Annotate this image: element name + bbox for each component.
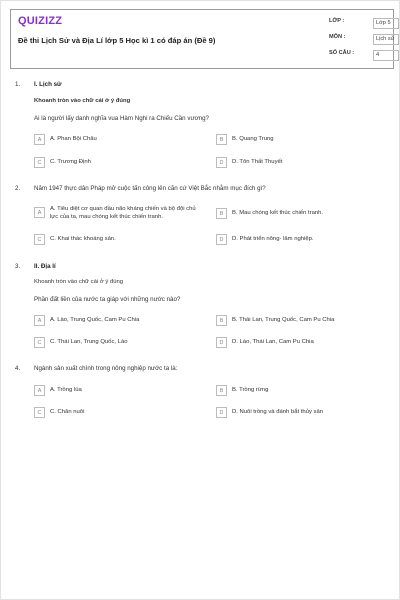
meta-count-label: SỐ CÂU : — [329, 50, 355, 56]
option-d[interactable] — [216, 234, 366, 245]
section-title: I. Lịch sử — [34, 81, 62, 88]
document-title: Đề thi Lịch Sử và Địa Lí lớp 5 Học kì 1 có đáp án (Đề 9) — [18, 36, 216, 45]
section-title: II. Địa lí — [34, 263, 56, 270]
meta-class-label: LỚP : — [329, 18, 345, 24]
option-a[interactable] — [34, 315, 204, 326]
option-text: C. Khai thác khoáng sản. — [50, 236, 116, 242]
option-letter-box: C — [34, 407, 45, 418]
option-a[interactable] — [34, 204, 204, 221]
option-text: D. Lào, Thái Lan, Cam Pu Chia — [232, 339, 314, 345]
option-c[interactable] — [34, 407, 204, 418]
option-text: C. Trương Định — [50, 159, 91, 165]
option-letter-box: C — [34, 157, 45, 168]
section-instruction: Khoanh tròn vào chữ cái ở ý đúng — [34, 98, 131, 104]
option-d[interactable] — [216, 157, 366, 168]
option-text: A. Phan Bội Châu — [50, 136, 97, 142]
option-b[interactable] — [216, 208, 366, 219]
option-a[interactable] — [34, 385, 204, 396]
option-c[interactable] — [34, 234, 204, 245]
meta-count-value: 4 — [373, 50, 399, 61]
meta-subject-value: Lịch sử — [373, 34, 399, 45]
meta-class-value: Lớp 5 — [373, 18, 399, 29]
option-text: B. Thái Lan, Trung Quốc, Cam Pu Chia — [232, 317, 335, 323]
quizizz-logo: QUIZIZZ — [18, 15, 63, 27]
question-text: Phần đất liền của nước ta giáp với những nước nào? — [34, 296, 181, 303]
option-b[interactable] — [216, 385, 366, 396]
option-text: C. Thái Lan, Trung Quốc, Lào — [50, 339, 128, 345]
option-letter-box: A — [34, 315, 45, 326]
option-text: B. Quang Trung — [232, 136, 274, 142]
question-text: Ai là người lấy danh nghĩa vua Hàm Nghi ra Chiếu Cần vương? — [34, 115, 209, 122]
option-letter-box: D — [216, 337, 227, 348]
option-b[interactable] — [216, 134, 366, 145]
option-b[interactable] — [216, 315, 366, 326]
option-text: D. Nuôi trồng và đánh bắt thủy sản — [232, 409, 324, 415]
option-c[interactable] — [34, 157, 204, 168]
option-letter-box: A — [34, 385, 45, 396]
option-d[interactable] — [216, 337, 366, 348]
option-letter-box: C — [34, 234, 45, 245]
option-letter-box: B — [216, 315, 227, 326]
option-text: A. Trồng lúa — [50, 387, 82, 393]
option-letter-box: C — [34, 337, 45, 348]
question-number: 3. — [15, 263, 21, 270]
option-a[interactable] — [34, 134, 204, 145]
worksheet-header — [10, 9, 394, 69]
option-text: B. Trồng rừng — [232, 387, 269, 393]
question-text: Năm 1947 thực dân Pháp mở cuộc tấn công lên căn cứ Việt Bắc nhằm mục đích gì? — [34, 185, 266, 192]
option-letter-box: D — [216, 234, 227, 245]
question-number: 4. — [15, 365, 21, 372]
option-letter-box: D — [216, 157, 227, 168]
question-number: 2. — [15, 185, 21, 192]
option-letter-box: A — [34, 134, 45, 145]
question-number: 1. — [15, 81, 21, 88]
option-letter-box: D — [216, 407, 227, 418]
question-text: Ngành sản xuất chính trong nông nghiệp nước ta là: — [34, 365, 178, 372]
option-letter-box: A — [34, 207, 45, 218]
option-text: D. Phát triển nông- lâm nghiệp. — [232, 236, 314, 242]
option-text: C. Chăn nuôi — [50, 409, 85, 415]
section-instruction: Khoanh tròn vào chữ cái ở ý đúng — [34, 279, 124, 285]
option-d[interactable] — [216, 407, 366, 418]
option-text: A. Lào, Trung Quốc, Cam Pu Chia — [50, 317, 140, 323]
option-text: A. Tiêu diệt cơ quan đầu não kháng chiến và bộ đội chủ lực của ta, mau chóng kết thúc chiến tranh. — [50, 206, 196, 220]
meta-subject-label: MÔN : — [329, 34, 346, 40]
option-c[interactable] — [34, 337, 204, 348]
option-letter-box: B — [216, 385, 227, 396]
option-letter-box: B — [216, 208, 227, 219]
option-text: B. Mau chóng kết thúc chiến tranh. — [232, 210, 324, 216]
option-text: D. Tôn Thất Thuyết — [232, 159, 283, 165]
option-letter-box: B — [216, 134, 227, 145]
